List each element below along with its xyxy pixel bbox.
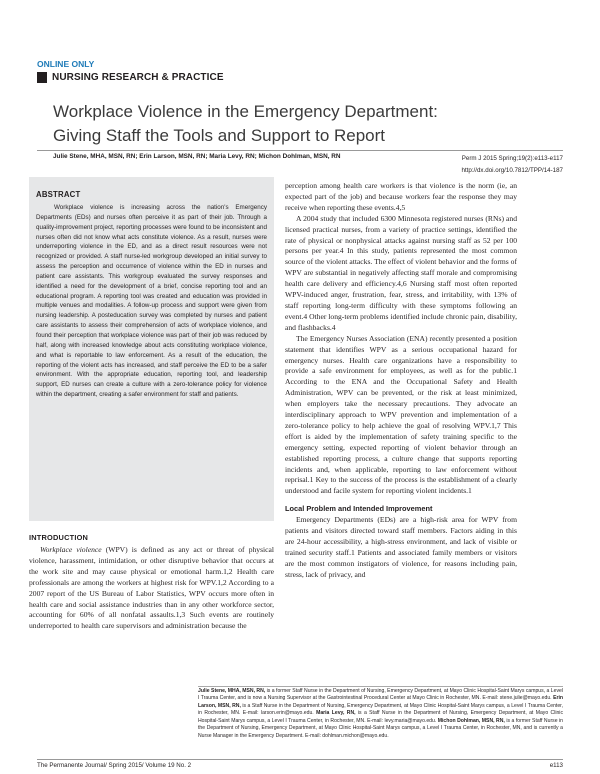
section-header <box>37 70 224 84</box>
right-column <box>285 181 517 581</box>
introduction-section <box>29 533 274 632</box>
affiliation-1-text: is a former Staff Nurse in the Department of Nursing, Emergency Department, at Mayo Clinic Hospital-Saint Marys campus, a Level I Trauma Center, and is now a Nursing Supervisor at the Gastrointestinal Procedural Center at Mayo Clinic in Rochester, MN. E-mail: stene.julie@mayo.edu. <box>198 688 563 702</box>
abstract-text: Workplace violence is increasing across the nation's Emergency Departments (EDs) and nurses often perceive it as part of their job. Through a quality-improvement project, reporting processes were found to be inconsistent and nurses often did not know what acts constitute violence. As a result, nurses were underreporting violence in the ED, and as a direct result resources were not recognized or provided. A staff nurse-led workgroup developed an initial survey to assess the perception and occurrence of violence within the ED in nurses and patient care assistants. This workgroup evaluated the survey responses and identified a need for the development of a brief, concise reporting tool and an educational program. A reporting tool was created and education was provided in multiple venues and modalities. A follow-up process and support were given from nursing leadership. A posteducation survey was completed by nurses and patient care assistants to assess their comprehension of acts of workplace violence, and found their perception that workplace violence was part of their job was reduced by half, along with increased knowledge about acts constituting workplace violence, and what is reportable to law enforcement. As a result of the education, the reporting of the violent acts has increased, and staff perceive the ED to be a safer environment. With the appropriate education, reporting tool, and leadership support, ED nurses can create a culture with a zero-tolerance policy for violence within the department, creating a safer environment for staff and patients. <box>36 204 267 399</box>
author-affiliations <box>198 688 563 740</box>
body-paragraph-2: A 2004 study that included 6300 Minnesota registered nurses (RNs) and licensed practical nurses, from a variety of practice settings, identified the rate of physical or nonphysical attacks against nursing staff as 52 per 100 persons per year.4 In this study, patients represented the most common source of the violent attacks. The effect of violent behavior and the forms of WPV are substantial in negatively affecting staff morale and compromising health care delivery and efficiency.4,6 Nursing staff most often reported WPV-induced anger, frustration, fear, stress, and irritability, with 13% of staff reporting long-term difficulty with these symptoms following an event.4 Other long-term problems identified include chronic pain, disability, and flashbacks.4 <box>285 213 517 332</box>
abstract-box <box>29 177 274 521</box>
affiliation-2-name: Erin Larson, MSN, RN, <box>198 695 563 709</box>
citation-doi-link[interactable]: http://dx.doi.org/10.7812/TPP/14-187 <box>461 167 563 174</box>
author-list: Julie Stene, MHA, MSN, RN; Erin Larson, MSN, RN; Maria Levy, RN; Michon Dohlman, MSN, RN <box>53 153 341 160</box>
footer-page-number: e113 <box>549 762 563 769</box>
affiliation-3-text: is a Staff Nurse in the Department of Nursing, Emergency Department, at Mayo Clinic Hospital-Saint Marys campus, a Level I Trauma Center, in Rochester, MN. E-mail: levy.maria@mayo.edu. <box>198 710 563 724</box>
online-only-label: ONLINE ONLY <box>37 59 95 69</box>
abstract-heading: ABSTRACT <box>36 190 81 199</box>
introduction-paragraph <box>29 545 274 632</box>
affiliation-4-text: is a former Staff Nurse in the Department of Nursing, Emergency Department, at Mayo Clinic Hospital-Saint Marys campus, a Level I Trauma Center, in Rochester, MN, and is currently a Nurse Manager in the Emergency Department. E-mail: dohlman.michon@mayo.edu. <box>198 717 563 739</box>
citation-block <box>462 153 563 177</box>
body-paragraph-4: Emergency Departments (EDs) are a high-risk area for WPV from patients and visitors directed toward staff members. Factors aiding in this are 24-hour accessibility, a high-stress environment, and lack of visible or trained security staff.1 Patients and associated family members or visitors are the most common instigators of violence, for reasons including pain, stress, lack of privacy, and <box>285 515 517 579</box>
affiliation-4-name: Michon Dohlman, MSN, RN, <box>437 717 505 724</box>
footer-divider <box>37 759 563 760</box>
local-problem-heading: Local Problem and Intended Improvement <box>285 504 433 514</box>
section-label: NURSING RESEARCH & PRACTICE <box>52 71 224 83</box>
affiliations-divider <box>198 686 563 687</box>
body-paragraph-3: The Emergency Nurses Association (ENA) recently presented a position statement that identifies WPV as a serious occupational hazard for emergency nurses. Health care organizations have a responsibility to provide a safe environment for employees, as well as for the public.1 According to the ENA and the Occupational Safety and Health Administration, WPV can be prevented, or the risk at least minimized, when employers take the necessary precautions. They advocate an interdisciplinary approach to WPV prevention and implementation of a zero-tolerance policy to help achieve the goal of resolving WPV.1,7 This effort is aided by the implementation of safety training specific to the emergency setting, expected reporting of violent behavior through an established reporting process, a culture change that supports reporting incidents and, when applicable, reporting to law enforcement without reprisal.1 Key to the success of the process is the establishment of a clearly understood and facile system for reporting violent incidents.1 <box>285 333 517 496</box>
section-square-icon <box>37 72 47 83</box>
article-title <box>53 100 473 148</box>
header-divider <box>37 150 563 151</box>
title-line-1: Workplace Violence in the Emergency Department: <box>53 102 438 121</box>
body-paragraph-1: perception among health care workers is that violence is the norm (ie, an expected part of the job) and because workers fear the response they may receive when reporting these events.4,5 <box>285 181 517 212</box>
footer-journal: The Permanente Journal/ Spring 2015/ Volume 19 No. 2 <box>37 762 192 769</box>
introduction-text: (WPV) is defined as any act or threat of physical violence, harassment, intimidation, or other disruptive behavior that occurs at the work site and may cause physical or emotional harm.1,2 Health care professionals are among the workers at highest risk for WPV.1,2 According to a 2007 report of the US Bureau of Labor Statistics, WPV occurs more often in health care and social assistance industries than in any other workforce sector, accounting for 60% of all nonfatal assaults.1,3 Such events are routinely underreported to health care supervisors and administration because the <box>29 545 275 631</box>
title-line-2: Giving Staff the Tools and Support to Report <box>53 126 386 145</box>
affiliation-3-name: Maria Levy, RN, <box>316 710 356 717</box>
citation-journal: Perm J 2015 Spring;19(2):e113-e117 <box>461 155 563 162</box>
introduction-term: Workplace violence <box>40 545 102 554</box>
affiliation-2-text: is a Staff Nurse in the Department of Nursing, Emergency Department, at Mayo Clinic Hospital-Saint Marys campus, a Level I Trauma Center, in Rochester, MN. E-mail: larson.erin@mayo.edu. <box>198 702 563 717</box>
introduction-heading: INTRODUCTION <box>29 533 89 542</box>
affiliation-1-name: Julie Stene, MHA, MSN, RN, <box>198 688 266 694</box>
